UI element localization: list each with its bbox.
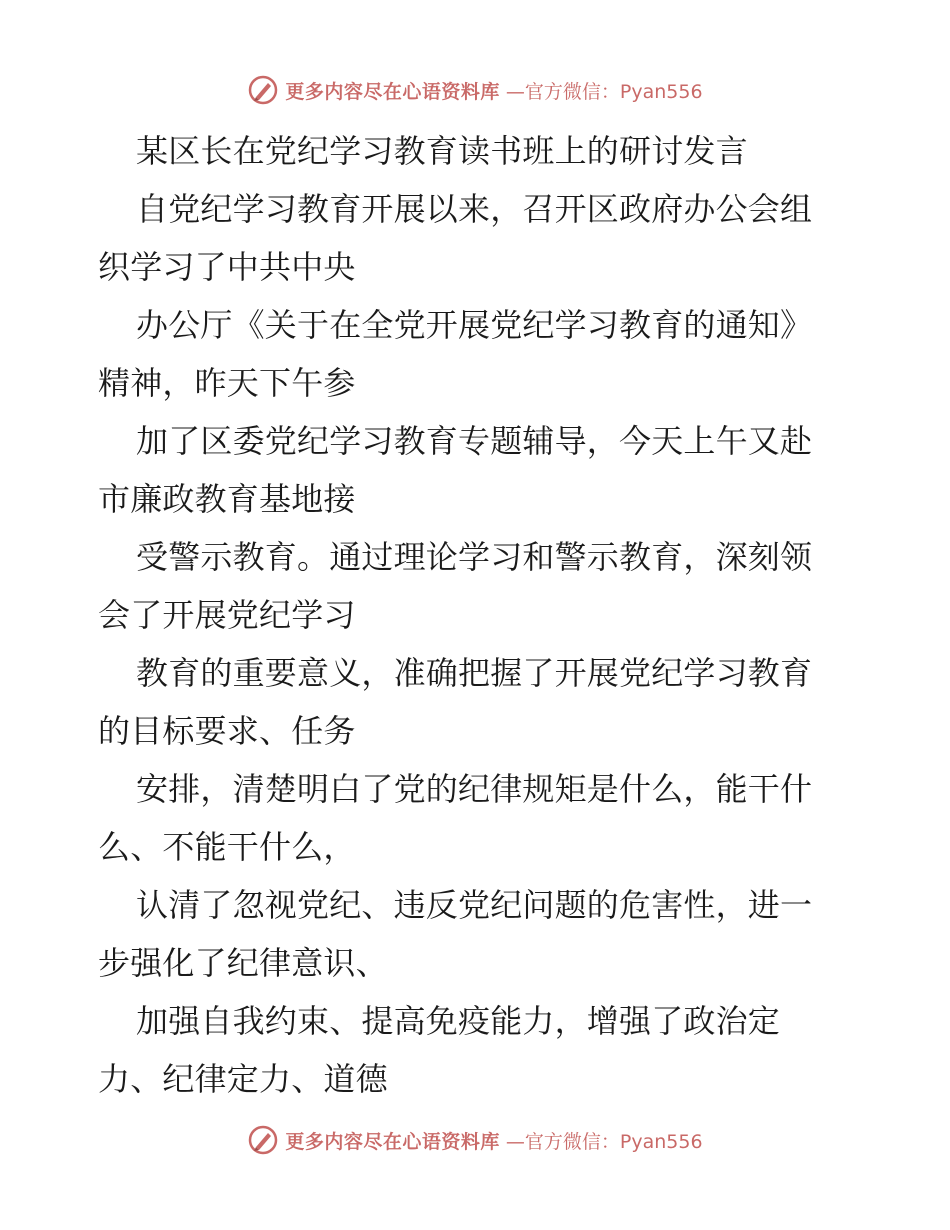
watermark-contact: —官方微信：Pyan556 — [505, 1130, 703, 1153]
footer-watermark — [0, 1120, 950, 1160]
paragraph-line: 安排，清楚明白了党的纪律规矩是什么，能干什 — [136, 770, 813, 808]
watermark-brand: 更多内容尽在心语资料库 — [285, 80, 500, 103]
paragraph-line: 会了开展党纪学习 — [98, 596, 356, 634]
paragraph-line: 办公厅《关于在全党开展党纪学习教育的通知》 — [136, 306, 813, 344]
watermark-brand: 更多内容尽在心语资料库 — [285, 1130, 500, 1153]
paragraph-line: 力、纪律定力、道德 — [98, 1060, 388, 1098]
document-body — [98, 122, 858, 1108]
paragraph-line: 教育的重要意义，准确把握了开展党纪学习教育 — [136, 654, 813, 692]
paragraph-line: 市廉政教育基地接 — [98, 480, 356, 518]
paragraph-line: 受警示教育。通过理论学习和警示教育，深刻领 — [136, 538, 813, 576]
header-watermark — [0, 70, 950, 110]
paragraph-line: 认清了忽视党纪、违反党纪问题的危害性，进一 — [136, 886, 813, 924]
document-title: 某区长在党纪学习教育读书班上的研讨发言 — [136, 132, 748, 170]
paragraph-line: 么、不能干什么， — [98, 828, 356, 866]
paragraph-line: 自党纪学习教育开展以来，召开区政府办公会组 — [136, 190, 813, 228]
paragraph-line: 精神，昨天下午参 — [98, 364, 356, 402]
paragraph-line: 加了区委党纪学习教育专题辅导，今天上午又赴 — [136, 422, 813, 460]
watermark-contact: —官方微信：Pyan556 — [505, 80, 703, 103]
pen-logo-icon — [247, 1124, 279, 1156]
paragraph-line: 织学习了中共中央 — [98, 248, 356, 286]
pen-logo-icon — [247, 74, 279, 106]
paragraph-line: 的目标要求、任务 — [98, 712, 356, 750]
paragraph-line: 步强化了纪律意识、 — [98, 944, 388, 982]
paragraph-line: 加强自我约束、提高免疫能力，增强了政治定 — [136, 1002, 781, 1040]
